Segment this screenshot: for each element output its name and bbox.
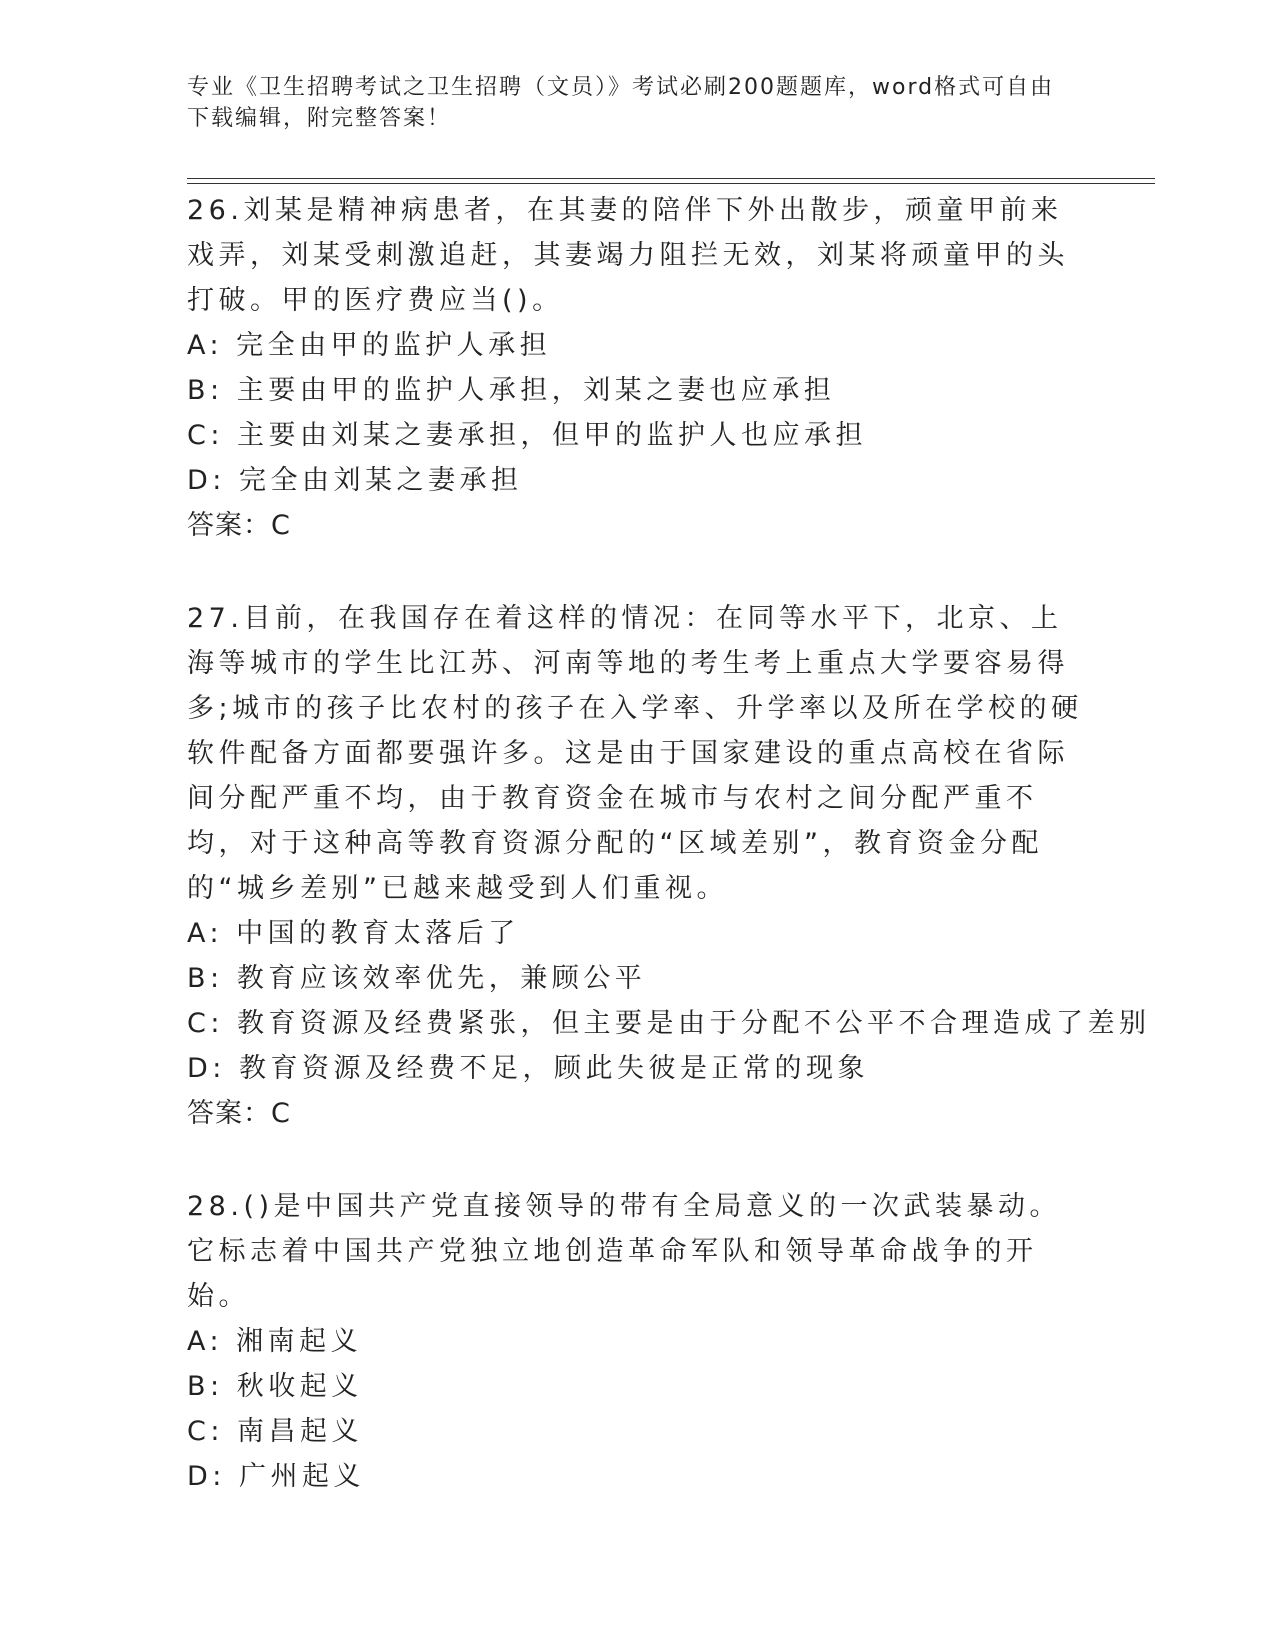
option-a: A: 湘南起义 [187, 1326, 363, 1357]
question-27 [187, 596, 1151, 1136]
question-stem: 27.目前，在我国存在着这样的情况：在同等水平下，北京、上海等城市的学生比江苏、河南等地的考生考上重点大学要容易得多;城市的孩子比农村的孩子在入学率、升学率以及所在学校的硬软件配备方面都要强许多。这是由于国家建设的重点高校在省际间分配严重不均，由于教育资金在城市与农村之间分配严重不均，对于这种高等教育资源分配的“区域差别”，教育资金分配的“城乡差别”已越来越受到人们重视。 [187, 603, 1083, 904]
header-divider-top [187, 178, 1155, 179]
option-b: B: 教育应该效率优先，兼顾公平 [187, 963, 647, 994]
option-a: A: 中国的教育太落后了 [187, 918, 520, 949]
document-header: 专业《卫生招聘考试之卫生招聘（文员）》考试必刷200题题库，word格式可自由下载编辑，附完整答案！ [187, 75, 1055, 131]
question-stem: 26.刘某是精神病患者，在其妻的陪伴下外出散步，顽童甲前来戏弄，刘某受刺激追赶，其妻竭力阻拦无效，刘某将顽童甲的头打破。甲的医疗费应当()。 [187, 195, 1069, 316]
question-28 [187, 1184, 1087, 1499]
option-b: B: 主要由甲的监护人承担，刘某之妻也应承担 [187, 375, 836, 406]
question-list [187, 188, 1151, 1499]
answer-label: 答案：C [187, 1098, 291, 1129]
answer-label: 答案：C [187, 510, 291, 541]
option-c: C: 教育资源及经费紧张，但主要是由于分配不公平不合理造成了差别 [187, 1008, 1151, 1039]
question-stem: 28.()是中国共产党直接领导的带有全局意义的一次武装暴动。它标志着中国共产党独立地创造革命军队和领导革命战争的开始。 [187, 1191, 1062, 1312]
question-spacer [187, 1136, 1087, 1184]
option-d: D: 教育资源及经费不足，顾此失彼是正常的现象 [187, 1053, 869, 1084]
option-c: C: 南昌起义 [187, 1416, 364, 1447]
header-divider-bottom [187, 183, 1155, 184]
option-d: D: 广州起义 [187, 1461, 365, 1492]
question-26 [187, 188, 1087, 548]
option-c: C: 主要由刘某之妻承担，但甲的监护人也应承担 [187, 420, 868, 451]
option-d: D: 完全由刘某之妻承担 [187, 465, 523, 496]
option-b: B: 秋收起义 [187, 1371, 363, 1402]
question-spacer [187, 548, 1087, 596]
option-a: A: 完全由甲的监护人承担 [187, 330, 552, 361]
